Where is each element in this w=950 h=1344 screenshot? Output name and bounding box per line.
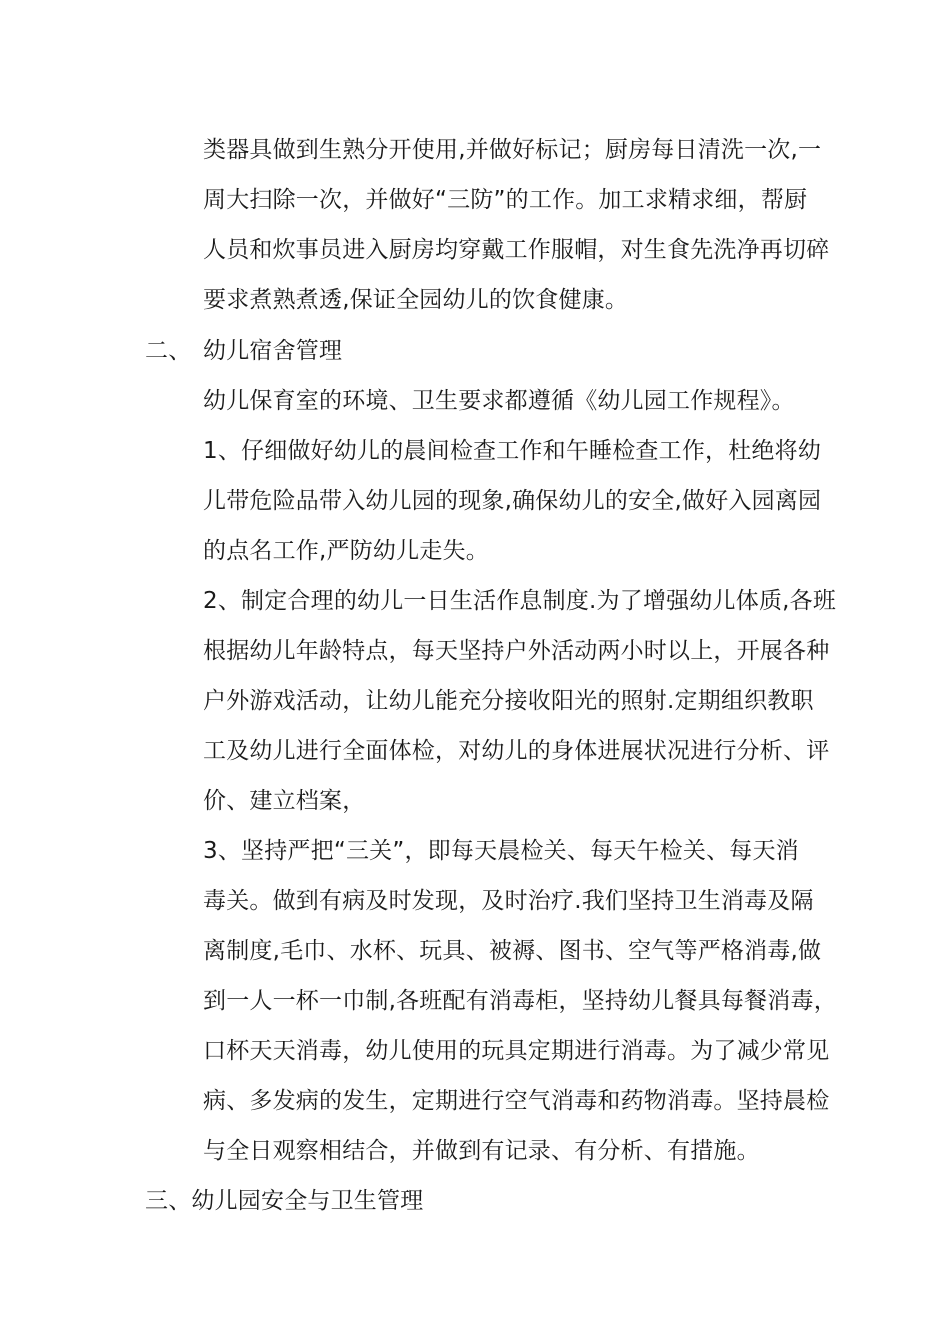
paragraph-line: 周大扫除一次，并做好“三防”的工作。加工求精求细，帮厨 [203, 187, 808, 213]
item-3-line: 3、坚持严把“三关”，即每天晨检关、每天午检关、每天消 [203, 838, 799, 864]
item-3-line: 到一人一杯一巾制,各班配有消毒柜，坚持幼儿餐具每餐消毒， [203, 988, 837, 1014]
intro-line: 幼儿保育室的环境、卫生要求都遵循《幼儿园工作规程》。 [203, 388, 795, 414]
item-1-line: 儿带危险品带入幼儿园的现象,确保幼儿的安全,做好入园离园 [203, 488, 822, 514]
item-3-line: 与全日观察相结合，并做到有记录、有分析、有措施。 [203, 1138, 760, 1164]
section-heading-2 [0, 336, 950, 366]
section-number: 二、 [145, 338, 192, 364]
item-2-line: 根据幼儿年龄特点，每天坚持户外活动两小时以上，开展各种 [203, 638, 830, 664]
item-1-line: 的点名工作,严防幼儿走失。 [203, 538, 489, 564]
item-3-line: 病、多发病的发生，定期进行空气消毒和药物消毒。坚持晨检 [203, 1088, 830, 1114]
item-3-line: 离制度,毛巾、水杯、玩具、被褥、图书、空气等严格消毒,做 [203, 938, 822, 964]
paragraph-line: 类器具做到生熟分开使用,并做好标记；厨房每日清洗一次,一 [203, 137, 822, 163]
item-2-line: 价、建立档案， [203, 788, 366, 814]
section-title: 幼儿宿舍管理 [203, 338, 343, 364]
item-3-line: 毒关。做到有病及时发现，及时治疗.我们坚持卫生消毒及隔 [203, 888, 814, 914]
section-heading-3: 三、幼儿园安全与卫生管理 [145, 1188, 424, 1214]
item-2-line: 2、制定合理的幼儿一日生活作息制度.为了增强幼儿体质,各班 [203, 588, 837, 614]
item-2-line: 工及幼儿进行全面体检，对幼儿的身体进展状况进行分析、评 [203, 738, 830, 764]
paragraph-line: 要求煮熟煮透,保证全园幼儿的饮食健康。 [203, 287, 629, 313]
item-2-line: 户外游戏活动，让幼儿能充分接收阳光的照射.定期组织教职 [203, 688, 814, 714]
item-1-line: 1、仔细做好幼儿的晨间检查工作和午睡检查工作，杜绝将幼 [203, 438, 822, 464]
item-3-line: 口杯天天消毒，幼儿使用的玩具定期进行消毒。为了减少常见 [203, 1038, 830, 1064]
paragraph-line: 人员和炊事员进入厨房均穿戴工作服帽，对生食先洗净再切碎 [203, 237, 830, 263]
